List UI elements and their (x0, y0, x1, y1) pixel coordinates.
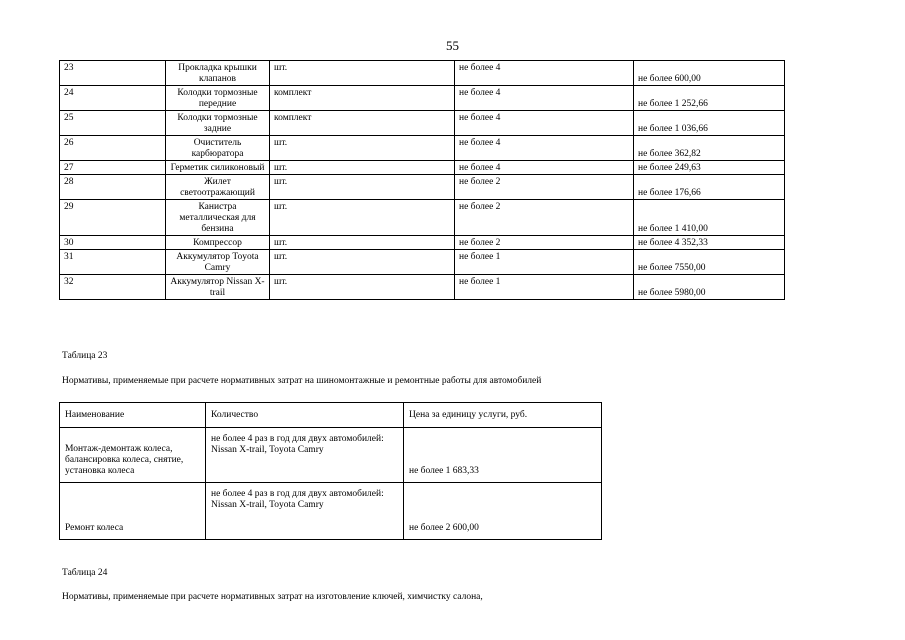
table-row (60, 250, 785, 275)
table-row (60, 428, 602, 483)
item-name: Жилет светоотражающий (166, 175, 270, 200)
service-price: не более 1 683,33 (404, 428, 602, 483)
item-price: не более 4 352,33 (634, 236, 785, 250)
page-number: 55 (446, 38, 459, 53)
item-name: Компрессор (166, 236, 270, 250)
service-name: Ремонт колеса (60, 483, 206, 540)
item-price: не более 5980,00 (634, 275, 785, 300)
item-unit: шт. (270, 275, 455, 300)
item-unit: шт. (270, 200, 455, 236)
item-name: Герметик силиконовый (166, 161, 270, 175)
item-unit: комплект (270, 86, 455, 111)
item-quantity: не более 2 (455, 236, 634, 250)
service-quantity: не более 4 раз в год для двух автомобилей: Nissan X-trail, Toyota Camry (206, 428, 404, 483)
row-number: 24 (60, 86, 166, 111)
service-price: не более 2 600,00 (404, 483, 602, 540)
table-row (60, 275, 785, 300)
item-unit: шт. (270, 175, 455, 200)
header-price: Цена за единицу услуги, руб. (404, 403, 602, 428)
row-number: 27 (60, 161, 166, 175)
table-header-row (60, 403, 602, 428)
table-row (60, 136, 785, 161)
item-name: Аккумулятор Nissan X-trail (166, 275, 270, 300)
item-name: Очиститель карбюратора (166, 136, 270, 161)
item-price: не более 7550,00 (634, 250, 785, 275)
item-price: не более 176,66 (634, 175, 785, 200)
item-name: Колодки тормозные передние (166, 86, 270, 111)
item-price: не более 249,63 (634, 161, 785, 175)
row-number: 23 (60, 61, 166, 86)
table-23-description: Нормативы, применяемые при расчете нормативных затрат на шиномонтажные и ремонтные работы для автомобилей (62, 376, 542, 386)
item-quantity: не более 4 (455, 86, 634, 111)
item-name: Прокладка крышки клапанов (166, 61, 270, 86)
item-unit: шт. (270, 61, 455, 86)
item-quantity: не более 1 (455, 250, 634, 275)
table-row (60, 86, 785, 111)
table-24-description: Нормативы, применяемые при расчете нормативных затрат на изготовление ключей, химчистку салона, (62, 592, 483, 602)
table-row (60, 161, 785, 175)
item-unit: шт. (270, 136, 455, 161)
table-row (60, 483, 602, 540)
header-name: Наименование (60, 403, 206, 428)
table-24-label: Таблица 24 (62, 568, 108, 578)
item-unit: шт. (270, 250, 455, 275)
row-number: 29 (60, 200, 166, 236)
item-quantity: не более 2 (455, 175, 634, 200)
item-quantity: не более 1 (455, 275, 634, 300)
row-number: 28 (60, 175, 166, 200)
table-23-label: Таблица 23 (62, 351, 108, 361)
item-unit: шт. (270, 161, 455, 175)
header-quantity: Количество (206, 403, 404, 428)
item-unit: комплект (270, 111, 455, 136)
table-row (60, 61, 785, 86)
item-quantity: не более 2 (455, 200, 634, 236)
table-row (60, 175, 785, 200)
item-quantity: не более 4 (455, 161, 634, 175)
item-quantity: не более 4 (455, 136, 634, 161)
table-row (60, 236, 785, 250)
row-number: 31 (60, 250, 166, 275)
row-number: 32 (60, 275, 166, 300)
table-row (60, 111, 785, 136)
tire-service-table (59, 402, 602, 540)
item-name: Колодки тормозные задние (166, 111, 270, 136)
materials-table-body (60, 61, 785, 300)
item-price: не более 1 252,66 (634, 86, 785, 111)
item-quantity: не более 4 (455, 61, 634, 86)
item-name: Канистра металлическая для бензина (166, 200, 270, 236)
item-price: не более 1 410,00 (634, 200, 785, 236)
materials-table (59, 60, 785, 300)
item-unit: шт. (270, 236, 455, 250)
row-number: 30 (60, 236, 166, 250)
service-quantity: не более 4 раз в год для двух автомобилей: Nissan X-trail, Toyota Camry (206, 483, 404, 540)
service-name: Монтаж-демонтаж колеса, балансировка колеса, снятие, установка колеса (60, 428, 206, 483)
item-price: не более 600,00 (634, 61, 785, 86)
item-price: не более 362,82 (634, 136, 785, 161)
item-price: не более 1 036,66 (634, 111, 785, 136)
item-quantity: не более 4 (455, 111, 634, 136)
row-number: 26 (60, 136, 166, 161)
row-number: 25 (60, 111, 166, 136)
item-name: Аккумулятор Toyota Camry (166, 250, 270, 275)
table-row (60, 200, 785, 236)
